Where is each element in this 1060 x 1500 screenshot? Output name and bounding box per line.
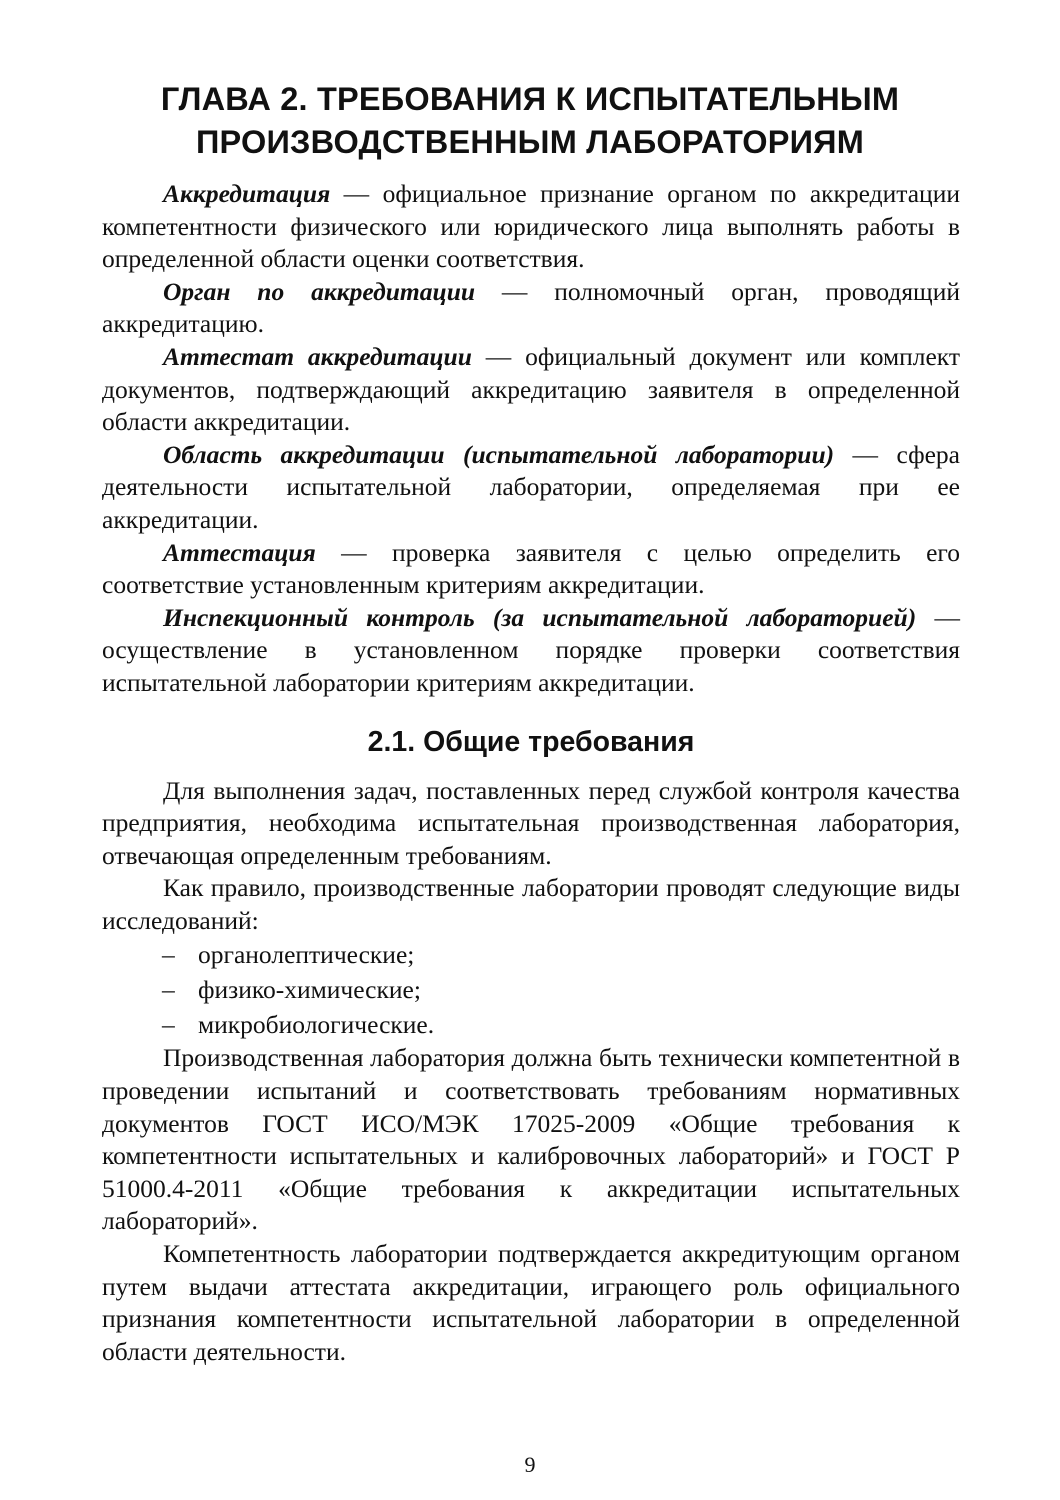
body-paragraph: Производственная лаборатория должна быть технически компетентной в проведении испытаний и соответствовать требованиям нормативных документов ГОСТ ИСО/МЭК 17025-2009 «Общие требования к компетентности испытательных и калибровочных лабораторий» и ГОСТ Р 51000.4-2011 «Общие требования к аккредитации испытательных лабораторий». [102, 1043, 960, 1236]
definition-text: — полномочный орган, проводящий аккредитацию. [102, 276, 960, 339]
definition-paragraph [102, 602, 960, 700]
chapter-title-line-2: ПРОИЗВОДСТВЕННЫМ ЛАБОРАТОРИЯМ [196, 124, 864, 160]
definition-paragraph [102, 439, 960, 537]
definition-paragraph [102, 178, 960, 276]
definition-term: Аттестат аккредитации [163, 341, 472, 371]
definition-text: — официальное признание органом по аккредитации компетентности физического или юридического лица выполнять работы в определенной области оценки соответствия. [102, 179, 960, 274]
page-body [102, 178, 960, 1368]
section-title: 2.1. Общие требования [367, 725, 695, 758]
dash-bullet-icon: – [162, 975, 175, 1005]
list-item [162, 937, 960, 972]
definition-text: — осуществление в установленном порядке проверки соответствия испытательной лаборатории критериям аккредитации. [102, 602, 961, 697]
list-item-text: физико-химические; [198, 975, 421, 1005]
definition-text: — сфера деятельности испытательной лаборатории, определяемая при ее аккредитации. [102, 439, 961, 534]
dash-bullet-icon: – [162, 1010, 175, 1040]
definition-text: — проверка заявителя с целью определить его соответствие установленным критериям аккредитации. [102, 537, 960, 600]
definition-term: Аттестация [163, 537, 316, 567]
definition-term: Орган по аккредитации [163, 276, 476, 306]
list-item [162, 972, 960, 1007]
list-item [162, 1007, 960, 1042]
list-item-text: микробиологические. [198, 1010, 435, 1040]
definition-paragraph [102, 341, 960, 439]
body-paragraph: Компетентность лаборатории подтверждается аккредитующим органом путем выдачи аттестата аккредитации, играющего роль официального признания компетентности испытательной лаборатории в определенной области деятельности. [102, 1239, 960, 1366]
definition-paragraph [102, 537, 960, 602]
definition-paragraph [102, 276, 960, 341]
definition-term: Инспекционный контроль (за испытательной лабораторией) [163, 602, 917, 632]
definition-term: Область аккредитации (испытательной лаборатории) [163, 439, 835, 469]
page-number: 9 [524, 1452, 536, 1477]
body-paragraph: Для выполнения задач, поставленных перед службой контроля качества предприятия, необходима испытательная производственная лаборатория, отвечающая определенным требованиям. [102, 775, 960, 870]
research-types-list [102, 937, 960, 1042]
chapter-title-line-1: ГЛАВА 2. ТРЕБОВАНИЯ К ИСПЫТАТЕЛЬНЫМ [160, 81, 900, 117]
chapter-title [60, 78, 1000, 164]
definition-text: — официальный документ или комплект документов, подтверждающий аккредитацию заявителя в определенной области аккредитации. [102, 341, 960, 437]
body-paragraph: Как правило, производственные лаборатории проводят следующие виды исследований: [102, 873, 960, 935]
list-item-text: органолептические; [198, 940, 415, 970]
definition-term: Аккредитация [163, 179, 331, 208]
dash-bullet-icon: – [162, 940, 175, 970]
